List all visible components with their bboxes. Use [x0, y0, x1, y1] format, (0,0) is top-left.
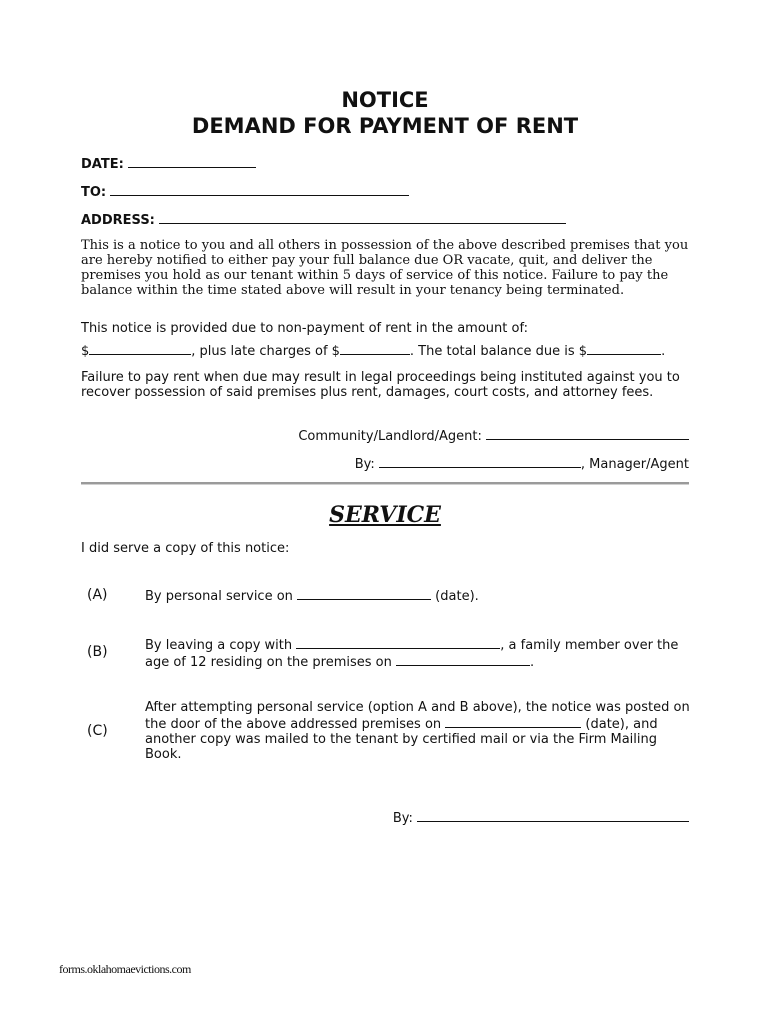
option-c-letter: (C) — [87, 723, 108, 739]
manager-blank[interactable] — [379, 455, 581, 468]
late-charges-blank[interactable] — [340, 342, 410, 355]
server-signature-blank[interactable] — [417, 809, 689, 822]
total-balance-blank[interactable] — [587, 342, 661, 355]
option-a-date-blank[interactable] — [297, 587, 431, 600]
option-c-text — [145, 700, 690, 762]
option-b-letter: (B) — [87, 644, 108, 660]
option-a-part1: By personal service on — [145, 589, 298, 604]
option-b-date-blank[interactable] — [396, 653, 530, 666]
non-payment-statement: This notice is provided due to non-payment of rent in the amount of: — [81, 321, 528, 336]
footer-source: forms.oklahomaevictions.com — [59, 962, 191, 976]
date-label: DATE: — [81, 157, 124, 172]
address-field — [81, 211, 566, 228]
amount-line — [81, 342, 665, 359]
to-blank[interactable] — [110, 183, 409, 196]
manager-signature-line — [355, 455, 689, 472]
community-label: Community/Landlord/Agent: — [298, 429, 482, 444]
option-a-letter: (A) — [87, 587, 108, 603]
option-c-date-blank[interactable] — [445, 715, 581, 728]
by-label: By: — [354, 457, 375, 472]
service-heading: SERVICE — [329, 502, 441, 528]
date-blank[interactable] — [128, 155, 256, 168]
option-b-part1: By leaving a copy with — [145, 638, 297, 653]
option-b-part3: . — [530, 655, 535, 670]
option-a-text — [145, 587, 690, 604]
community-signature-line — [298, 427, 689, 444]
notice-paragraph: This is a notice to you and all others in possession of the above described premises that you are hereby notified to either pay your full balance due OR vacate, quit, and deliver the premises you hold as our tenant within 5 days of service of this notice. Failure to pay the balance within the time stated above will result in your tenancy being terminated. — [81, 238, 689, 298]
address-blank[interactable] — [159, 211, 566, 224]
option-b-person-blank[interactable] — [296, 636, 500, 649]
server-by-label: By: — [392, 811, 413, 826]
amount-end: . — [661, 344, 666, 359]
notice-title: NOTICE — [341, 88, 429, 112]
total-balance-label: . The total balance due is $ — [409, 344, 588, 359]
to-label: TO: — [81, 185, 107, 200]
rent-amount-blank[interactable] — [89, 342, 191, 355]
option-c-part2: (date), and another copy was mailed to the tenant by certified mail or via the Firm Mailing Book. — [145, 717, 658, 762]
option-b-part2: , a family member over the age of 12 residing on the premises on — [145, 638, 679, 670]
server-signature-line — [393, 809, 689, 826]
service-intro: I did serve a copy of this notice: — [81, 541, 290, 556]
date-field — [81, 155, 256, 172]
community-blank[interactable] — [486, 427, 689, 440]
legal-warning: Failure to pay rent when due may result in legal proceedings being instituted against you to recover possession of said premises plus rent, damages, court costs, and attorney fees. — [81, 370, 680, 400]
manager-suffix: , Manager/Agent — [580, 457, 689, 472]
document-title: DEMAND FOR PAYMENT OF RENT — [191, 114, 579, 138]
address-label: ADDRESS: — [81, 213, 155, 228]
amount-prefix: $ — [81, 344, 90, 359]
to-field — [81, 183, 409, 200]
option-a-part2: (date). — [431, 589, 479, 604]
option-b-text — [145, 636, 690, 670]
section-divider — [81, 482, 689, 485]
late-charges-label: , plus late charges of $ — [191, 344, 340, 359]
option-c-part1: After attempting personal service (option A and B above), the notice was posted on the door of the above addressed premises on — [145, 700, 690, 732]
